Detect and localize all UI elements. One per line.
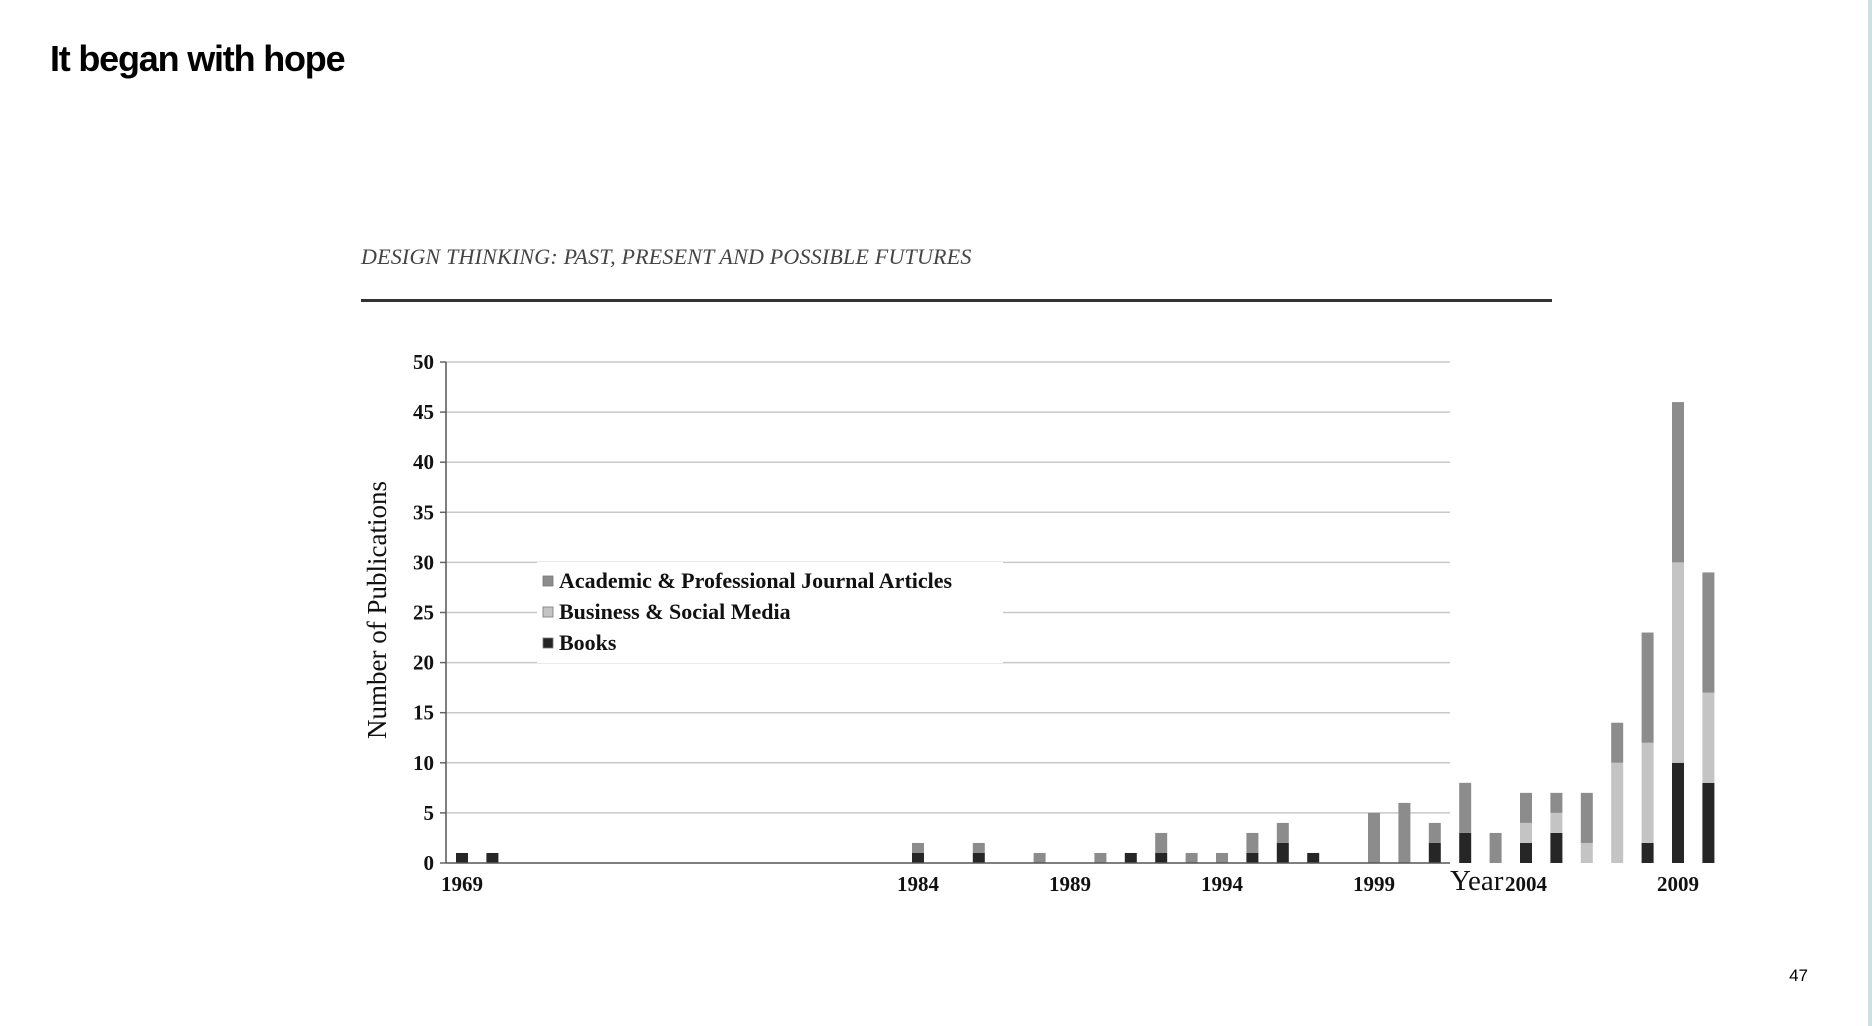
bar-segment: [1642, 843, 1654, 863]
bar-segment: [1094, 853, 1106, 863]
bar-segment: [1611, 723, 1623, 763]
bar-segment: [1520, 843, 1532, 863]
bar-segment: [1034, 853, 1046, 863]
bar-segment: [1277, 823, 1289, 843]
bar-segment: [1642, 633, 1654, 743]
bar-segment: [486, 853, 498, 863]
bar-segment: [1702, 572, 1714, 692]
bar-segment: [912, 843, 924, 853]
bar-segment: [1398, 803, 1410, 863]
y-tick-label: 50: [413, 350, 434, 374]
bar-segment: [1186, 853, 1198, 863]
legend-label: Academic & Professional Journal Articles: [559, 568, 953, 593]
y-tick-label: 30: [413, 550, 434, 575]
x-tick-label: 1999: [1353, 872, 1395, 896]
bar-segment: [1672, 402, 1684, 562]
x-axis-label: Year: [1450, 865, 1504, 897]
y-tick-label: 35: [413, 500, 434, 525]
bar-segment: [1642, 743, 1654, 843]
bar-segment: [1459, 783, 1471, 833]
bar-segment: [1611, 763, 1623, 863]
bar-segment: [1702, 783, 1714, 863]
y-tick-label: 0: [423, 851, 434, 875]
bar-segment: [1550, 793, 1562, 813]
bar-segment: [1490, 833, 1502, 863]
legend-label: Business & Social Media: [559, 599, 791, 624]
bar-segment: [1246, 833, 1258, 853]
bar-segment: [912, 853, 924, 863]
legend-label: Books: [559, 630, 617, 655]
bar-segment: [1155, 833, 1167, 853]
document-header: DESIGN THINKING: PAST, PRESENT AND POSSIBLE FUTURES: [361, 244, 972, 269]
legend-swatch: [543, 607, 553, 617]
y-axis-label: Number of Publications: [362, 481, 392, 739]
x-tick-label: 1969: [441, 872, 483, 896]
x-tick-label: 1994: [1201, 872, 1243, 896]
page-number: 47: [1789, 966, 1808, 985]
bar-segment: [1520, 793, 1532, 823]
x-tick-label: 1984: [897, 872, 939, 896]
x-tick-label: 2004: [1505, 872, 1547, 896]
bar-segment: [1581, 793, 1593, 843]
y-tick-label: 25: [413, 600, 434, 625]
bar-segment: [1125, 853, 1137, 863]
y-tick-label: 5: [423, 800, 434, 825]
bar-segment: [1520, 823, 1532, 843]
bar-segment: [1429, 823, 1441, 843]
y-tick-label: 20: [413, 650, 434, 675]
bar-segment: [973, 843, 985, 853]
bar-segment: [1429, 843, 1441, 863]
x-tick-label: 1989: [1049, 872, 1091, 896]
legend-swatch: [543, 576, 553, 586]
bar-segment: [456, 853, 468, 863]
bar-segment: [1702, 693, 1714, 783]
slide-title: It began with hope: [50, 38, 345, 79]
bar-segment: [1581, 843, 1593, 863]
legend-swatch: [543, 638, 553, 648]
y-tick-label: 15: [413, 700, 434, 725]
y-tick-label: 10: [413, 750, 434, 775]
legend: [537, 562, 1003, 663]
bar-segment: [1672, 763, 1684, 863]
bar-segment: [1459, 833, 1471, 863]
bar-segment: [1307, 853, 1319, 863]
bar-segment: [1216, 853, 1228, 863]
bar-segment: [1246, 853, 1258, 863]
bar-segment: [1550, 833, 1562, 863]
bar-segment: [1672, 562, 1684, 762]
y-tick-label: 40: [413, 450, 434, 475]
bar-segment: [1155, 853, 1167, 863]
bar-segment: [1368, 813, 1380, 863]
bar-segment: [1550, 813, 1562, 833]
y-tick-label: 45: [413, 400, 434, 425]
bar-segment: [1277, 843, 1289, 863]
bar-segment: [973, 853, 985, 863]
x-tick-label: 2009: [1657, 872, 1699, 896]
